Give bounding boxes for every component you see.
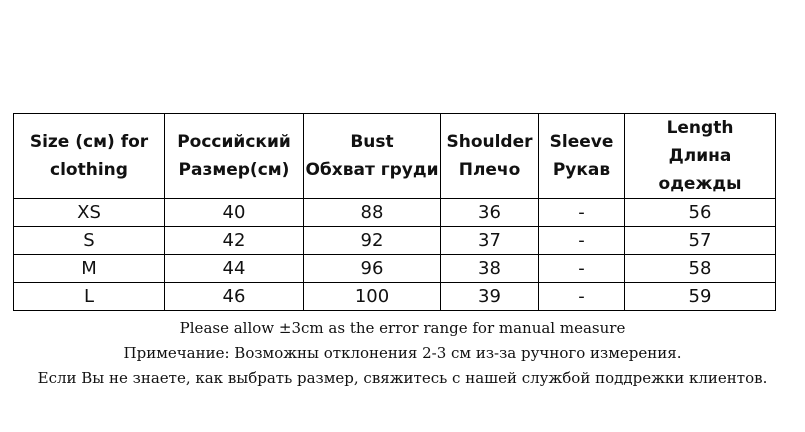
- table-cell: 56: [625, 199, 776, 227]
- header-label: Bust: [350, 132, 394, 152]
- table-cell: XS: [14, 199, 165, 227]
- table-cell: 39: [441, 283, 539, 311]
- note-error-range: Please allow ±3cm as the error range for manual measure: [179, 319, 626, 337]
- table-row: [14, 283, 776, 311]
- header-shoulder: [441, 114, 539, 199]
- table-cell: 88: [304, 199, 441, 227]
- table-cell: 96: [304, 255, 441, 283]
- header-label: clothing: [50, 160, 128, 180]
- table-cell: 37: [441, 227, 539, 255]
- measurement-notes: [0, 316, 805, 391]
- table-cell: 59: [625, 283, 776, 311]
- table-row: [14, 255, 776, 283]
- header-label: Обхват груди: [305, 160, 439, 180]
- table-cell: 36: [441, 199, 539, 227]
- header-bust: [304, 114, 441, 199]
- header-label: Shoulder: [446, 132, 533, 152]
- header-size: [14, 114, 165, 199]
- table-cell: -: [539, 255, 625, 283]
- table-cell: L: [14, 283, 165, 311]
- table-cell: 46: [165, 283, 304, 311]
- table-header-row: [14, 114, 776, 199]
- table-row: [14, 227, 776, 255]
- header-label: Российский: [177, 132, 291, 152]
- table-cell: S: [14, 227, 165, 255]
- header-label: Length: [666, 118, 734, 138]
- header-length: [625, 114, 776, 199]
- table-cell: 58: [625, 255, 776, 283]
- header-label: Sleeve: [549, 132, 614, 152]
- table-cell: 92: [304, 227, 441, 255]
- table-cell: 40: [165, 199, 304, 227]
- note-contact-support: Если Вы не знаете, как выбрать размер, свяжитесь с нашей службой поддрежки клиентов.: [37, 369, 768, 387]
- table-cell: 42: [165, 227, 304, 255]
- header-label: Size (см) for: [29, 132, 149, 152]
- table-cell: 57: [625, 227, 776, 255]
- header-label: Рукав: [552, 160, 611, 180]
- header-russian-size: [165, 114, 304, 199]
- header-label: Размер(см): [178, 160, 290, 180]
- table-cell: 100: [304, 283, 441, 311]
- table-cell: -: [539, 199, 625, 227]
- size-chart-table: [13, 113, 776, 311]
- table-cell: 44: [165, 255, 304, 283]
- table-row: [14, 199, 776, 227]
- table-cell: -: [539, 227, 625, 255]
- table-cell: -: [539, 283, 625, 311]
- table-cell: 38: [441, 255, 539, 283]
- header-label: Плечо: [458, 160, 521, 180]
- note-deviation: Примечание: Возможны отклонения 2-3 см из-за ручного измерения.: [123, 344, 682, 362]
- table-cell: M: [14, 255, 165, 283]
- header-sleeve: [539, 114, 625, 199]
- header-label: Длина одежды: [658, 146, 742, 194]
